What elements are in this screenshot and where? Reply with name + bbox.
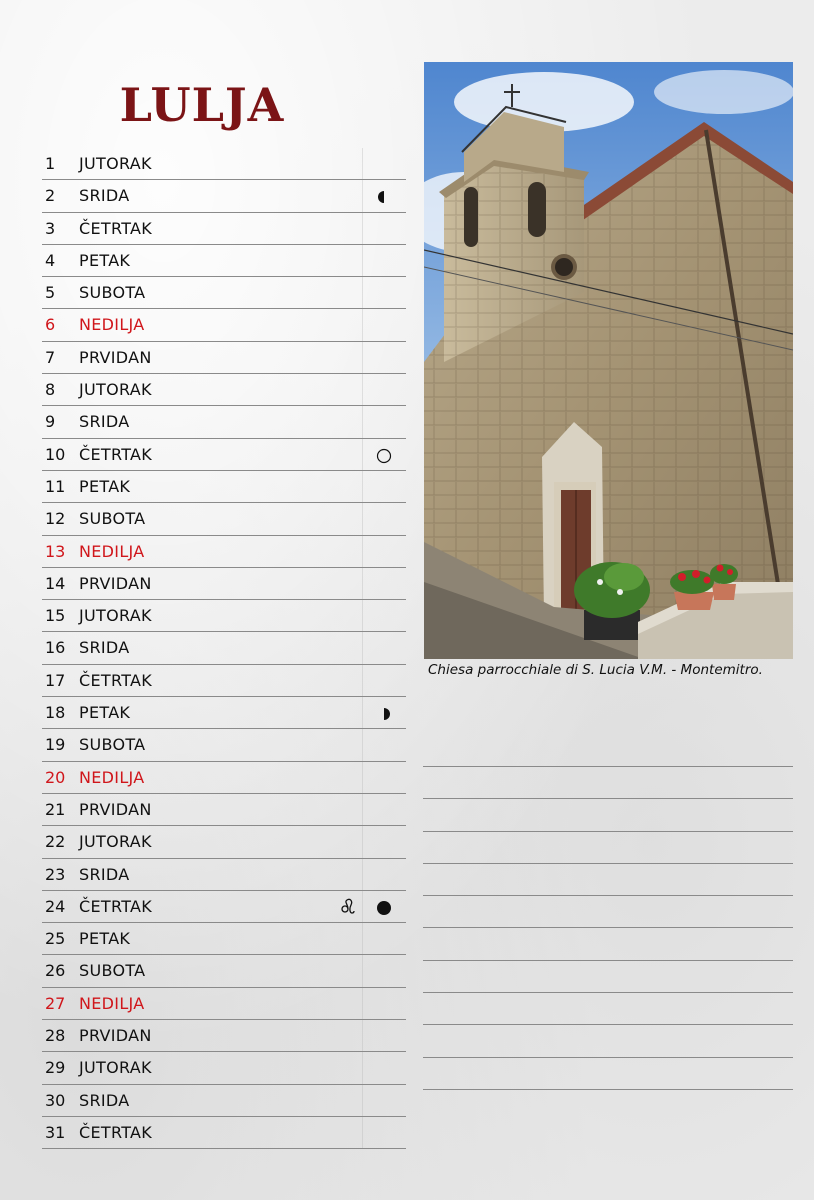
day-number: 20	[45, 767, 66, 787]
day-name: ČETRTAK	[79, 218, 153, 238]
day-name: PRVIDAN	[79, 1026, 152, 1046]
day-number: 4	[45, 250, 56, 270]
column-separator	[362, 471, 363, 502]
day-name: JUTORAK	[79, 380, 152, 400]
day-row	[42, 277, 406, 309]
column-separator	[362, 277, 363, 308]
day-name: ČETRTAK	[79, 896, 153, 916]
day-name: PRVIDAN	[79, 573, 152, 593]
day-number: 17	[45, 670, 66, 690]
day-number: 24	[45, 896, 66, 916]
day-row	[42, 406, 406, 438]
day-name: ČETRTAK	[79, 444, 153, 464]
note-line	[423, 1057, 793, 1089]
day-number: 8	[45, 380, 56, 400]
day-name: SRIDA	[79, 1090, 130, 1110]
day-row	[42, 1020, 406, 1052]
column-separator	[362, 665, 363, 696]
column-separator	[362, 762, 363, 793]
day-number: 25	[45, 929, 66, 949]
day-row	[42, 342, 406, 374]
day-number: 22	[45, 832, 66, 852]
notes-area	[423, 766, 793, 1121]
day-name: NEDILJA	[79, 993, 145, 1013]
day-row	[42, 374, 406, 406]
day-row	[42, 988, 406, 1020]
photo-caption: Chiesa parrocchiale di S. Lucia V.M. - Montemitro.	[428, 662, 763, 678]
day-row	[42, 1117, 406, 1149]
day-name: NEDILJA	[79, 541, 145, 561]
column-separator	[362, 955, 363, 986]
day-name: SUBOTA	[79, 961, 146, 981]
day-number: 27	[45, 993, 66, 1013]
day-row	[42, 213, 406, 245]
column-separator	[362, 632, 363, 663]
column-separator	[362, 1117, 363, 1148]
day-number: 10	[45, 444, 66, 464]
day-number: 30	[45, 1090, 66, 1110]
column-separator	[362, 342, 363, 373]
day-row	[42, 859, 406, 891]
day-name: SRIDA	[79, 186, 130, 206]
day-row	[42, 471, 406, 503]
day-name: PETAK	[79, 703, 131, 723]
day-number: 5	[45, 283, 56, 303]
day-name: NEDILJA	[79, 767, 145, 787]
day-number: 1	[45, 154, 56, 173]
day-row	[42, 148, 406, 180]
day-name: PRVIDAN	[79, 799, 152, 819]
day-row	[42, 600, 406, 632]
day-number: 23	[45, 864, 66, 884]
column-separator	[362, 374, 363, 405]
day-number: 19	[45, 735, 66, 755]
note-line	[423, 1024, 793, 1056]
day-name: SRIDA	[79, 412, 130, 432]
day-number: 3	[45, 218, 56, 238]
note-line	[423, 960, 793, 992]
note-line	[423, 992, 793, 1024]
day-row	[42, 245, 406, 277]
leo-zodiac-icon	[340, 898, 356, 916]
note-line	[423, 927, 793, 959]
note-line	[423, 863, 793, 895]
day-number: 31	[45, 1122, 66, 1142]
column-separator	[362, 536, 363, 567]
day-number: 2	[45, 186, 56, 206]
day-row	[42, 439, 406, 471]
column-separator	[362, 213, 363, 244]
day-row	[42, 1052, 406, 1084]
column-separator	[362, 439, 363, 470]
day-name: SRIDA	[79, 864, 130, 884]
day-number: 21	[45, 799, 66, 819]
day-row	[42, 955, 406, 987]
day-number: 6	[45, 315, 56, 335]
day-name: ČETRTAK	[79, 670, 153, 690]
day-name: JUTORAK	[79, 832, 152, 852]
day-name: PETAK	[79, 250, 131, 270]
day-number: 9	[45, 412, 56, 432]
day-number: 14	[45, 573, 66, 593]
day-name: SUBOTA	[79, 283, 146, 303]
day-name: PRVIDAN	[79, 347, 152, 367]
day-list	[42, 148, 406, 1149]
column-separator	[362, 503, 363, 534]
day-row	[42, 309, 406, 341]
day-row	[42, 632, 406, 664]
column-separator	[362, 1052, 363, 1083]
day-number: 29	[45, 1058, 66, 1078]
column-separator	[362, 729, 363, 760]
column-separator	[362, 923, 363, 954]
day-name: JUTORAK	[79, 1058, 152, 1078]
column-separator	[362, 859, 363, 890]
day-row	[42, 665, 406, 697]
column-separator	[362, 568, 363, 599]
day-row	[42, 536, 406, 568]
column-separator	[362, 826, 363, 857]
day-number: 13	[45, 541, 66, 561]
day-name: SRIDA	[79, 638, 130, 658]
day-row	[42, 794, 406, 826]
column-separator	[362, 1085, 363, 1116]
day-name: SUBOTA	[79, 735, 146, 755]
day-number: 16	[45, 638, 66, 658]
day-row	[42, 826, 406, 858]
day-row	[42, 503, 406, 535]
note-line	[423, 766, 793, 798]
column-separator	[362, 148, 363, 179]
column-separator	[362, 1020, 363, 1051]
note-line	[423, 831, 793, 863]
column-separator	[362, 988, 363, 1019]
day-row	[42, 729, 406, 761]
day-row	[42, 762, 406, 794]
day-name: JUTORAK	[79, 154, 152, 173]
day-number: 12	[45, 509, 66, 529]
column-separator	[362, 697, 363, 728]
day-row	[42, 1085, 406, 1117]
day-name: JUTORAK	[79, 606, 152, 626]
day-number: 7	[45, 347, 56, 367]
column-separator	[362, 180, 363, 211]
day-number: 18	[45, 703, 66, 723]
column-separator	[362, 406, 363, 437]
day-row	[42, 568, 406, 600]
note-line	[423, 1089, 793, 1121]
day-number: 11	[45, 476, 66, 496]
day-name: PETAK	[79, 929, 131, 949]
column-separator	[362, 794, 363, 825]
column-separator	[362, 245, 363, 276]
day-number: 28	[45, 1026, 66, 1046]
church-photo	[424, 62, 793, 659]
day-name: PETAK	[79, 476, 131, 496]
column-separator	[362, 309, 363, 340]
day-row	[42, 923, 406, 955]
note-line	[423, 895, 793, 927]
month-title: LULJA	[119, 78, 285, 132]
day-number: 26	[45, 961, 66, 981]
note-line	[423, 798, 793, 830]
day-row	[42, 697, 406, 729]
day-row	[42, 180, 406, 212]
column-separator	[362, 600, 363, 631]
day-row	[42, 891, 406, 923]
column-separator	[362, 891, 363, 922]
day-name: SUBOTA	[79, 509, 146, 529]
day-name: ČETRTAK	[79, 1122, 153, 1142]
day-name: NEDILJA	[79, 315, 145, 335]
day-number: 15	[45, 606, 66, 626]
